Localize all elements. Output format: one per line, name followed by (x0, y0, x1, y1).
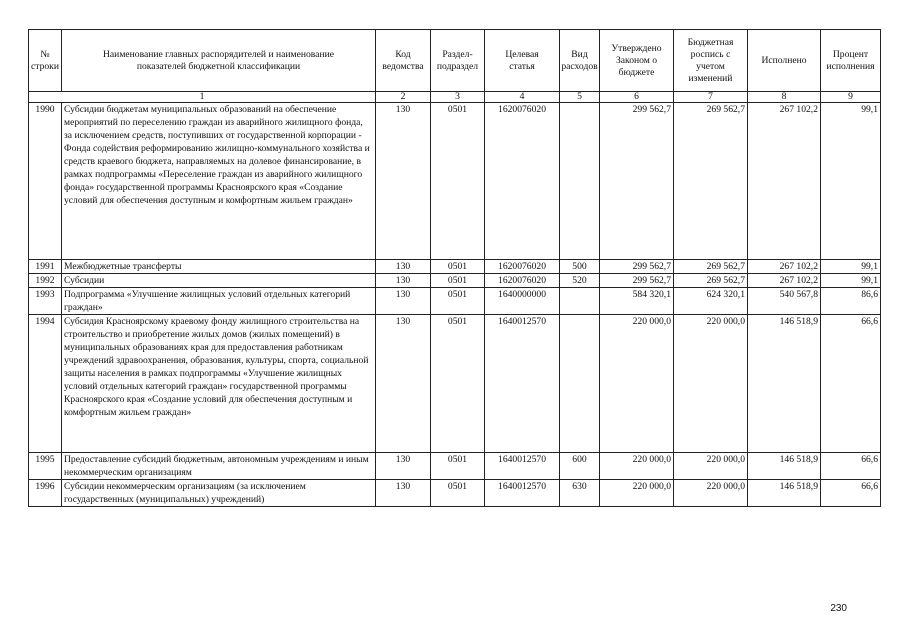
row-approved: 220 000,0 (600, 315, 674, 453)
row-department-code: 130 (376, 274, 431, 288)
row-target-article: 1620076020 (485, 274, 560, 288)
row-percent: 66,6 (821, 453, 881, 480)
column-number: 1 (29, 92, 376, 103)
row-department-code: 130 (376, 480, 431, 507)
column-number-row (29, 92, 881, 103)
row-schedule: 624 320,1 (674, 288, 748, 315)
table-row (29, 315, 881, 453)
row-section: 0501 (431, 315, 485, 453)
row-percent: 66,6 (821, 480, 881, 507)
table-row (29, 288, 881, 315)
row-expense-type (560, 103, 600, 260)
row-expense-type: 600 (560, 453, 600, 480)
header-name: Наименование главных распорядителей и наименование показателей бюджетной классификации (62, 30, 376, 92)
row-number: 1996 (29, 480, 62, 507)
row-schedule: 269 562,7 (674, 274, 748, 288)
row-expense-type (560, 288, 600, 315)
row-expense-type: 630 (560, 480, 600, 507)
table-row (29, 260, 881, 274)
header-approved: Утверждено Законом о бюджете (600, 30, 674, 92)
column-number: 5 (560, 92, 600, 103)
row-approved: 299 562,7 (600, 260, 674, 274)
row-section: 0501 (431, 288, 485, 315)
row-executed: 540 567,8 (748, 288, 821, 315)
row-percent: 86,6 (821, 288, 881, 315)
row-number: 1994 (29, 315, 62, 453)
row-name: Межбюджетные трансферты (62, 260, 376, 274)
row-target-article: 1620076020 (485, 260, 560, 274)
row-schedule: 220 000,0 (674, 480, 748, 507)
column-number: 7 (674, 92, 748, 103)
row-target-article: 1640012570 (485, 480, 560, 507)
column-number: 2 (376, 92, 431, 103)
header-target-article: Целевая статья (485, 30, 560, 92)
row-executed: 146 518,9 (748, 480, 821, 507)
header-row-number: № строки (29, 30, 62, 92)
header-executed: Исполнено (748, 30, 821, 92)
row-executed: 267 102,2 (748, 274, 821, 288)
row-approved: 584 320,1 (600, 288, 674, 315)
row-percent: 99,1 (821, 103, 881, 260)
row-expense-type: 520 (560, 274, 600, 288)
column-number: 9 (821, 92, 881, 103)
row-target-article: 1620076020 (485, 103, 560, 260)
column-number: 8 (748, 92, 821, 103)
row-executed: 146 518,9 (748, 315, 821, 453)
row-expense-type (560, 315, 600, 453)
row-name: Субсидии некоммерческим организациям (за исключением государственных (муниципальных) учреждений) (62, 480, 376, 507)
row-percent: 99,1 (821, 274, 881, 288)
row-department-code: 130 (376, 103, 431, 260)
row-department-code: 130 (376, 288, 431, 315)
header-expense-type: Вид расходов (560, 30, 600, 92)
row-schedule: 269 562,7 (674, 260, 748, 274)
row-executed: 267 102,2 (748, 103, 821, 260)
row-department-code: 130 (376, 260, 431, 274)
column-number: 3 (431, 92, 485, 103)
row-schedule: 220 000,0 (674, 315, 748, 453)
row-schedule: 220 000,0 (674, 453, 748, 480)
row-target-article: 1640000000 (485, 288, 560, 315)
row-section: 0501 (431, 480, 485, 507)
row-department-code: 130 (376, 453, 431, 480)
row-number: 1990 (29, 103, 62, 260)
row-number: 1993 (29, 288, 62, 315)
row-percent: 66,6 (821, 315, 881, 453)
row-section: 0501 (431, 103, 485, 260)
column-number: 4 (485, 92, 560, 103)
table-row (29, 453, 881, 480)
row-section: 0501 (431, 274, 485, 288)
row-number: 1992 (29, 274, 62, 288)
header-percent: Процент исполнения (821, 30, 881, 92)
row-schedule: 269 562,7 (674, 103, 748, 260)
row-approved: 220 000,0 (600, 480, 674, 507)
row-name: Субсидии бюджетам муниципальных образований на обеспечение мероприятий по переселению граждан из аварийного жилищного фонда, за исключением средств, поступивших от государственной корпорации - Фонда содействия реформированию жилищно-коммунального хозяйства и средств краевого бюджета, направляемых на долевое финансирование, в рамках подпрограммы «Переселение граждан из аварийного жилищного фонда» государственной программы Красноярского края «Создание условий для обеспечения доступным и комфортным жильем граждан» (62, 103, 376, 260)
header-department-code: Код ведомства (376, 30, 431, 92)
row-approved: 299 562,7 (600, 274, 674, 288)
header-row (29, 30, 881, 92)
row-approved: 220 000,0 (600, 453, 674, 480)
row-name: Субсидии (62, 274, 376, 288)
row-name: Предоставление субсидий бюджетным, автономным учреждениям и иным некоммерческим организациям (62, 453, 376, 480)
row-executed: 267 102,2 (748, 260, 821, 274)
table-row (29, 103, 881, 260)
table-row (29, 274, 881, 288)
header-section: Раздел-подраздел (431, 30, 485, 92)
row-target-article: 1640012570 (485, 315, 560, 453)
row-name: Подпрограмма «Улучшение жилищных условий отдельных категорий граждан» (62, 288, 376, 315)
row-executed: 146 518,9 (748, 453, 821, 480)
row-section: 0501 (431, 453, 485, 480)
row-percent: 99,1 (821, 260, 881, 274)
row-target-article: 1640012570 (485, 453, 560, 480)
budget-execution-table (28, 29, 881, 507)
row-department-code: 130 (376, 315, 431, 453)
row-name: Субсидия Красноярскому краевому фонду жилищного строительства на строительство и приобретение жилых домов (жилых помещений) в муниципальных образованиях края для предоставления работникам учреждений здравоохранения, образования, культуры, спорта, социальной защиты населения в рамках подпрограммы «Улучшение жилищных условий отдельных категорий граждан» государственной программы Красноярского края «Создание условий для обеспечения доступным и комфортным жильем граждан» (62, 315, 376, 453)
row-number: 1991 (29, 260, 62, 274)
page-number: 230 (830, 603, 847, 614)
table-row (29, 480, 881, 507)
column-number: 6 (600, 92, 674, 103)
header-schedule: Бюджетная роспись с учетом изменений (674, 30, 748, 92)
row-number: 1995 (29, 453, 62, 480)
row-approved: 299 562,7 (600, 103, 674, 260)
row-section: 0501 (431, 260, 485, 274)
row-expense-type: 500 (560, 260, 600, 274)
